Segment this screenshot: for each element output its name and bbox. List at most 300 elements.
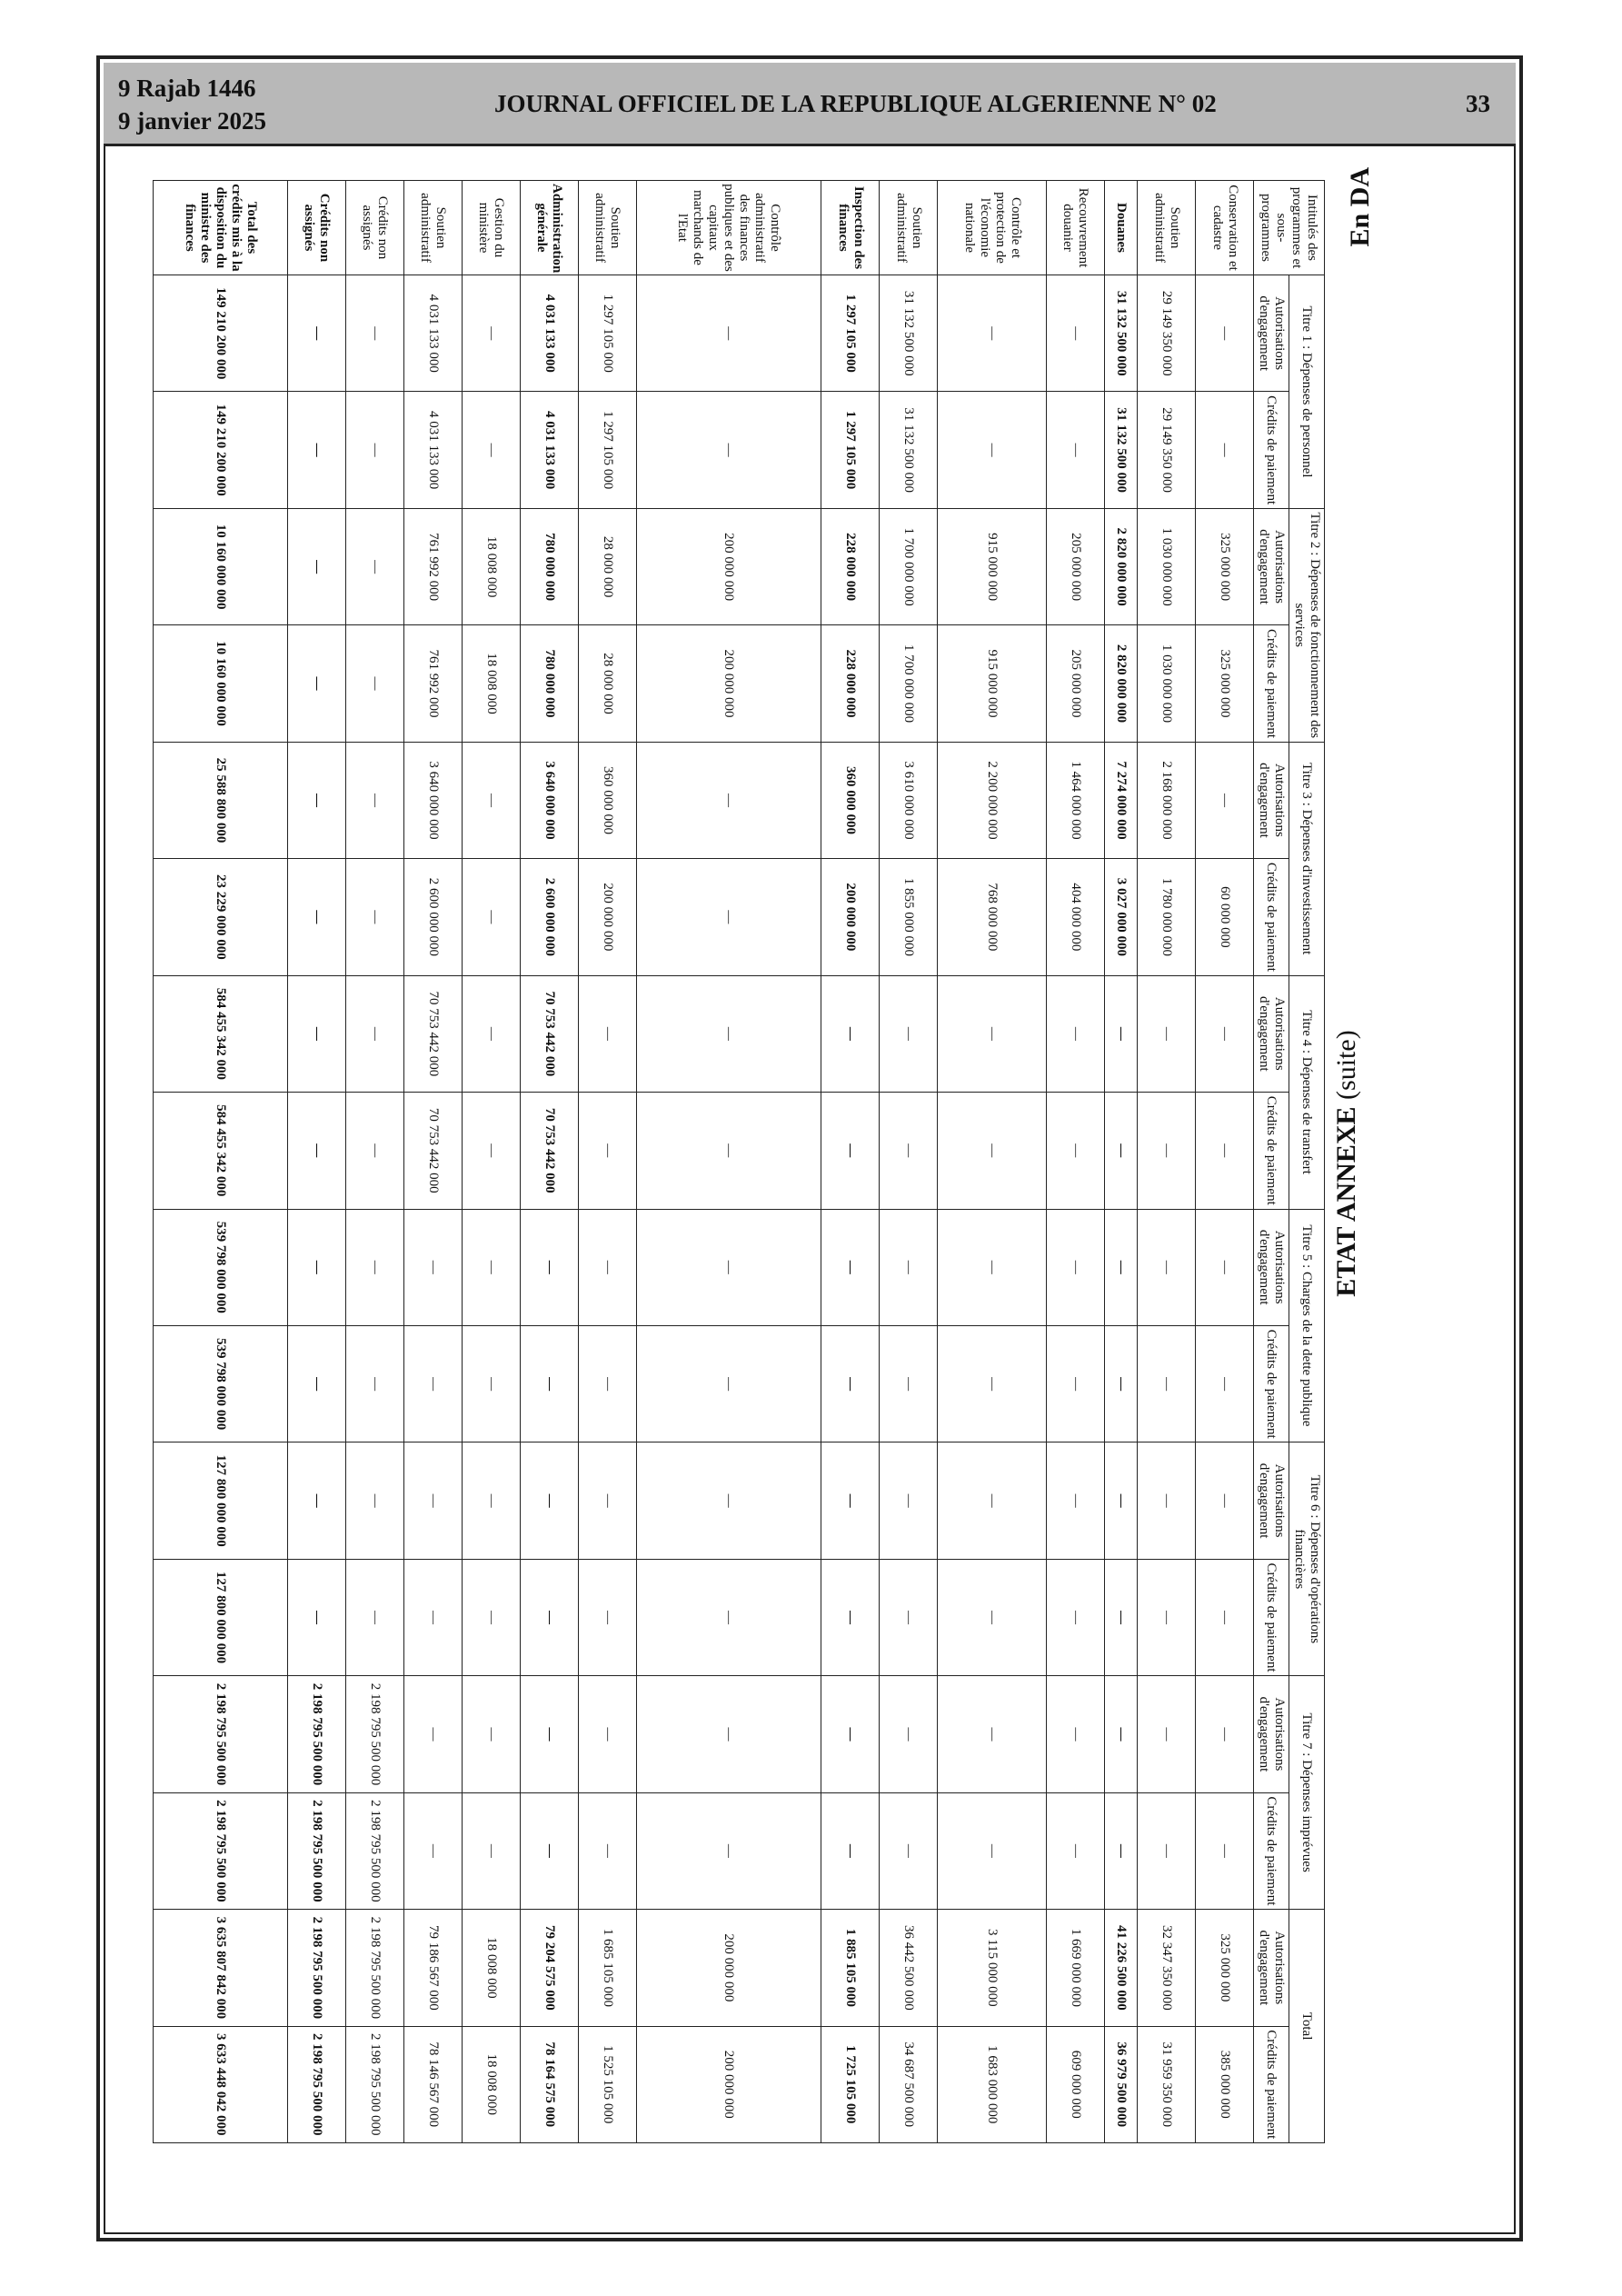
header-row-groups xyxy=(1289,181,1325,2143)
amount-cell: 1 669 000 000 xyxy=(1046,1910,1104,2026)
amount-cell: — xyxy=(578,1093,636,1209)
amount-cell: 1 464 000 000 xyxy=(1046,742,1104,858)
amount-cell: — xyxy=(578,1325,636,1442)
programme-label: Administration générale xyxy=(520,181,578,275)
amount-cell: — xyxy=(462,859,520,975)
amount-cell: 2 198 795 500 000 xyxy=(287,1910,345,2026)
amount-cell: 2 200 000 000 xyxy=(938,742,1047,858)
amount-cell: — xyxy=(938,1325,1047,1442)
amount-cell: — xyxy=(578,1559,636,1675)
amount-cell: 2 198 795 500 000 xyxy=(345,1676,403,1792)
programme-label: Total des crédits mis à la disposition du ministre des finances xyxy=(154,181,288,275)
amount-cell: — xyxy=(403,1559,462,1675)
amount-cell: 41 226 500 000 xyxy=(1104,1910,1137,2026)
amount-cell: — xyxy=(520,1792,578,1909)
autorisations-header: Autorisations d'engagement xyxy=(1254,1442,1289,1559)
amount-cell: — xyxy=(1046,1093,1104,1209)
amount-cell: — xyxy=(1196,1676,1254,1792)
amount-cell: 149 210 200 000 xyxy=(154,275,288,392)
amount-cell: — xyxy=(880,1676,938,1792)
amount-cell: — xyxy=(938,975,1047,1092)
amount-cell: — xyxy=(1138,1325,1196,1442)
amount-cell: 79 186 567 000 xyxy=(403,1910,462,2026)
programme-label: Douanes xyxy=(1104,181,1137,275)
autorisations-header: Autorisations d'engagement xyxy=(1254,1910,1289,2026)
amount-cell: — xyxy=(345,392,403,508)
amount-cell: — xyxy=(1104,1093,1137,1209)
amount-cell: — xyxy=(287,975,345,1092)
amount-cell: — xyxy=(462,392,520,508)
date-hijri: 9 Rajab 1446 xyxy=(118,75,256,102)
table-row xyxy=(578,181,636,2143)
table-row xyxy=(880,181,938,2143)
amount-cell: 1 700 000 000 xyxy=(880,625,938,742)
amount-cell: 915 000 000 xyxy=(938,625,1047,742)
annex-table xyxy=(153,180,1325,2143)
table-row xyxy=(403,181,462,2143)
programme-label: Soutien administratif xyxy=(880,181,938,275)
amount-cell: — xyxy=(1104,1325,1137,1442)
amount-cell: — xyxy=(938,1442,1047,1559)
amount-cell: — xyxy=(287,275,345,392)
amount-cell: 768 000 000 xyxy=(938,859,1047,975)
amount-cell: 360 000 000 xyxy=(578,742,636,858)
amount-cell: 761 992 000 xyxy=(403,508,462,624)
amount-cell: — xyxy=(520,1676,578,1792)
amount-cell: — xyxy=(345,275,403,392)
amount-cell: 205 000 000 xyxy=(1046,625,1104,742)
amount-cell: — xyxy=(821,1093,880,1209)
amount-cell: — xyxy=(287,1209,345,1325)
amount-cell: — xyxy=(1138,1442,1196,1559)
programme-column-header: Intitulés des programmes et sous-programmes xyxy=(1254,181,1325,275)
amount-cell: — xyxy=(287,742,345,858)
amount-cell: 127 800 000 000 xyxy=(154,1559,288,1675)
amount-cell: 200 000 000 xyxy=(636,2026,821,2142)
amount-cell: — xyxy=(578,975,636,1092)
amount-cell: — xyxy=(938,392,1047,508)
amount-cell: 761 992 000 xyxy=(403,625,462,742)
amount-cell: — xyxy=(1196,1442,1254,1559)
amount-cell: — xyxy=(462,275,520,392)
amount-cell: — xyxy=(1046,1676,1104,1792)
amount-cell: 539 798 000 000 xyxy=(154,1325,288,1442)
table-row xyxy=(636,181,821,2143)
table-row xyxy=(1104,181,1137,2143)
autorisations-header: Autorisations d'engagement xyxy=(1254,508,1289,624)
amount-cell: 1 855 000 000 xyxy=(880,859,938,975)
amount-cell: — xyxy=(462,1792,520,1909)
programme-label: Crédits non assignés xyxy=(287,181,345,275)
amount-cell: — xyxy=(636,859,821,975)
amount-cell: — xyxy=(636,392,821,508)
title-group-header: Titre 3 : Dépenses d'investissement xyxy=(1289,742,1325,975)
table-row xyxy=(287,181,345,2143)
amount-cell: 70 753 442 000 xyxy=(403,1093,462,1209)
credits-header: Crédits de paiement xyxy=(1254,1559,1289,1675)
amount-cell: 2 198 795 500 000 xyxy=(287,1792,345,1909)
amount-cell: — xyxy=(880,1325,938,1442)
amount-cell: — xyxy=(821,1676,880,1792)
amount-cell: 360 000 000 xyxy=(821,742,880,858)
amount-cell: — xyxy=(1104,1559,1137,1675)
amount-cell: — xyxy=(1196,1792,1254,1909)
amount-cell: — xyxy=(1046,275,1104,392)
amount-cell: — xyxy=(1196,275,1254,392)
annex-title xyxy=(1331,164,1362,2163)
table-row xyxy=(1138,181,1196,2143)
amount-cell: — xyxy=(462,1093,520,1209)
amount-cell: — xyxy=(578,1676,636,1792)
amount-cell: — xyxy=(287,1093,345,1209)
amount-cell: 200 000 000 xyxy=(636,1910,821,2026)
amount-cell: — xyxy=(636,1442,821,1559)
amount-cell: — xyxy=(1104,1442,1137,1559)
journal-title: JOURNAL OFFICIEL DE LA REPUBLIQUE ALGERIENNE N° 02 xyxy=(494,90,1217,117)
amount-cell: 32 347 350 000 xyxy=(1138,1910,1196,2026)
amount-cell: 7 274 000 000 xyxy=(1104,742,1137,858)
amount-cell: — xyxy=(462,1676,520,1792)
table-row xyxy=(938,181,1047,2143)
amount-cell: 3 633 448 042 000 xyxy=(154,2026,288,2142)
amount-cell: — xyxy=(1196,1559,1254,1675)
amount-cell: 1 700 000 000 xyxy=(880,508,938,624)
amount-cell: 200 000 000 xyxy=(578,859,636,975)
table-row xyxy=(462,181,520,2143)
annex-title-main: ETAT ANNEXE xyxy=(1331,1106,1361,1297)
amount-cell: — xyxy=(287,1442,345,1559)
amount-cell: 2 600 000 000 xyxy=(403,859,462,975)
amount-cell: 31 132 500 000 xyxy=(880,392,938,508)
amount-cell: 25 588 800 000 xyxy=(154,742,288,858)
amount-cell: 3 635 807 842 000 xyxy=(154,1910,288,2026)
amount-cell: — xyxy=(403,1792,462,1909)
amount-cell: — xyxy=(1104,1792,1137,1909)
amount-cell: — xyxy=(345,742,403,858)
amount-cell: — xyxy=(1196,742,1254,858)
amount-cell: — xyxy=(880,1559,938,1675)
amount-cell: — xyxy=(345,859,403,975)
programme-label: Contrôle administratif des finances publiques et des capitaux marchands de l'Etat xyxy=(636,181,821,275)
amount-cell: — xyxy=(462,1442,520,1559)
amount-cell: — xyxy=(636,1792,821,1909)
header-row-subcolumns xyxy=(1254,181,1289,2143)
amount-cell: — xyxy=(1138,1792,1196,1909)
table-row xyxy=(345,181,403,2143)
amount-cell: 205 000 000 xyxy=(1046,508,1104,624)
amount-cell: 4 031 133 000 xyxy=(403,275,462,392)
amount-cell: 18 008 000 xyxy=(462,508,520,624)
amount-cell: 60 000 000 xyxy=(1196,859,1254,975)
title-group-header: Titre 7 : Dépenses imprévues xyxy=(1289,1676,1325,1910)
amount-cell: 28 000 000 xyxy=(578,625,636,742)
amount-cell: 34 687 500 000 xyxy=(880,2026,938,2142)
amount-cell: 1 885 105 000 xyxy=(821,1910,880,2026)
amount-cell: 36 979 500 000 xyxy=(1104,2026,1137,2142)
amount-cell: 28 000 000 xyxy=(578,508,636,624)
amount-cell: 780 000 000 xyxy=(520,625,578,742)
amount-cell: 2 198 795 500 000 xyxy=(287,2026,345,2142)
amount-cell: — xyxy=(1046,1325,1104,1442)
amount-cell: — xyxy=(345,508,403,624)
amount-cell: 4 031 133 000 xyxy=(403,392,462,508)
amount-cell: — xyxy=(636,1093,821,1209)
amount-cell: — xyxy=(287,392,345,508)
amount-cell: 70 753 442 000 xyxy=(403,975,462,1092)
amount-cell: 1 525 105 000 xyxy=(578,2026,636,2142)
amount-cell: — xyxy=(578,1209,636,1325)
amount-cell: — xyxy=(821,1792,880,1909)
programme-label: Gestion du ministère xyxy=(462,181,520,275)
amount-cell: — xyxy=(1138,1676,1196,1792)
amount-cell: — xyxy=(880,1442,938,1559)
credits-header: Crédits de paiement xyxy=(1254,392,1289,508)
amount-cell: — xyxy=(880,975,938,1092)
journal-header xyxy=(104,63,1516,146)
amount-cell: 2 198 795 500 000 xyxy=(154,1676,288,1792)
amount-cell: 1 297 105 000 xyxy=(821,392,880,508)
amount-cell: — xyxy=(636,742,821,858)
amount-cell: — xyxy=(938,1792,1047,1909)
amount-cell: 325 000 000 xyxy=(1196,1910,1254,2026)
autorisations-header: Autorisations d'engagement xyxy=(1254,1676,1289,1792)
amount-cell: 2 198 795 500 000 xyxy=(287,1676,345,1792)
amount-cell: 18 008 000 xyxy=(462,2026,520,2142)
autorisations-header: Autorisations d'engagement xyxy=(1254,275,1289,392)
amount-cell: 10 160 000 000 xyxy=(154,508,288,624)
amount-cell: 584 455 342 000 xyxy=(154,1093,288,1209)
amount-cell: — xyxy=(345,625,403,742)
table-row xyxy=(520,181,578,2143)
amount-cell: — xyxy=(1138,1093,1196,1209)
amount-cell: — xyxy=(636,275,821,392)
amount-cell: — xyxy=(462,1325,520,1442)
amount-cell: 915 000 000 xyxy=(938,508,1047,624)
amount-cell: 3 610 000 000 xyxy=(880,742,938,858)
amount-cell: 10 160 000 000 xyxy=(154,625,288,742)
amount-cell: 2 820 000 000 xyxy=(1104,625,1137,742)
amount-cell: 2 820 000 000 xyxy=(1104,508,1137,624)
amount-cell: 539 798 000 000 xyxy=(154,1209,288,1325)
amount-cell: 3 640 000 000 xyxy=(403,742,462,858)
amount-cell: — xyxy=(403,1325,462,1442)
amount-cell: — xyxy=(880,1209,938,1325)
amount-cell: — xyxy=(636,1209,821,1325)
amount-cell: 228 000 000 xyxy=(821,625,880,742)
amount-cell: 385 000 000 xyxy=(1196,2026,1254,2142)
amount-cell: — xyxy=(462,742,520,858)
amount-cell: — xyxy=(1046,1792,1104,1909)
amount-cell: 1 685 105 000 xyxy=(578,1910,636,2026)
amount-cell: — xyxy=(1046,1209,1104,1325)
amount-cell: — xyxy=(578,1442,636,1559)
autorisations-header: Autorisations d'engagement xyxy=(1254,742,1289,858)
autorisations-header: Autorisations d'engagement xyxy=(1254,975,1289,1092)
amount-cell: 4 031 133 000 xyxy=(520,275,578,392)
amount-cell: — xyxy=(636,1676,821,1792)
amount-cell: 325 000 000 xyxy=(1196,508,1254,624)
credits-header: Crédits de paiement xyxy=(1254,2026,1289,2142)
amount-cell: — xyxy=(345,975,403,1092)
annex-table-body xyxy=(154,181,1254,2143)
table-row xyxy=(821,181,880,2143)
amount-cell: 1 683 000 000 xyxy=(938,2026,1047,2142)
amount-cell: 23 229 000 000 xyxy=(154,859,288,975)
amount-cell: 127 800 000 000 xyxy=(154,1442,288,1559)
table-row xyxy=(1196,181,1254,2143)
amount-cell: — xyxy=(403,1209,462,1325)
amount-cell: — xyxy=(938,1209,1047,1325)
amount-cell: 200 000 000 xyxy=(636,625,821,742)
amount-cell: — xyxy=(462,1559,520,1675)
amount-cell: — xyxy=(520,1559,578,1675)
amount-cell: — xyxy=(636,1559,821,1675)
credits-header: Crédits de paiement xyxy=(1254,1325,1289,1442)
amount-cell: 1 030 000 000 xyxy=(1138,508,1196,624)
amount-cell: — xyxy=(462,1209,520,1325)
amount-cell: 2 198 795 500 000 xyxy=(345,1910,403,2026)
amount-cell: — xyxy=(636,975,821,1092)
title-group-header: Titre 4 : Dépenses de transfert xyxy=(1289,975,1325,1209)
amount-cell: — xyxy=(287,625,345,742)
programme-label: Contrôle et protection de l'économie nationale xyxy=(938,181,1047,275)
amount-cell: — xyxy=(1138,975,1196,1092)
amount-cell: 149 210 200 000 xyxy=(154,392,288,508)
amount-cell: — xyxy=(287,859,345,975)
autorisations-header: Autorisations d'engagement xyxy=(1254,1209,1289,1325)
amount-cell: — xyxy=(1196,1325,1254,1442)
amount-cell: — xyxy=(821,1559,880,1675)
amount-cell: 70 753 442 000 xyxy=(520,975,578,1092)
amount-cell: 18 008 000 xyxy=(462,625,520,742)
programme-label: Conservation et cadastre xyxy=(1196,181,1254,275)
amount-cell: — xyxy=(287,1325,345,1442)
amount-cell: 1 297 105 000 xyxy=(821,275,880,392)
amount-cell: — xyxy=(821,1325,880,1442)
amount-cell: — xyxy=(1046,1559,1104,1675)
programme-label: Soutien administratif xyxy=(1138,181,1196,275)
amount-cell: 609 000 000 xyxy=(1046,2026,1104,2142)
amount-cell: — xyxy=(345,1559,403,1675)
title-group-header: Total xyxy=(1289,1910,1325,2143)
amount-cell: 1 780 000 000 xyxy=(1138,859,1196,975)
amount-cell: 3 115 000 000 xyxy=(938,1910,1047,2026)
amount-cell: — xyxy=(345,1093,403,1209)
amount-cell: 200 000 000 xyxy=(821,859,880,975)
credits-header: Crédits de paiement xyxy=(1254,859,1289,975)
amount-cell: 584 455 342 000 xyxy=(154,975,288,1092)
amount-cell: — xyxy=(345,1442,403,1559)
amount-cell: 31 132 500 000 xyxy=(1104,275,1137,392)
amount-cell: — xyxy=(821,1209,880,1325)
amount-cell: 325 000 000 xyxy=(1196,625,1254,742)
title-group-header: Titre 1 : Dépenses de personnel xyxy=(1289,275,1325,509)
amount-cell: — xyxy=(520,1442,578,1559)
amount-cell: 1 297 105 000 xyxy=(578,392,636,508)
amount-cell: 404 000 000 xyxy=(1046,859,1104,975)
amount-cell: 780 000 000 xyxy=(520,508,578,624)
amount-cell: — xyxy=(821,1442,880,1559)
amount-cell: — xyxy=(821,975,880,1092)
date-gregorian: 9 janvier 2025 xyxy=(118,107,266,135)
amount-cell: — xyxy=(578,1792,636,1909)
amount-cell: — xyxy=(1046,975,1104,1092)
amount-cell: — xyxy=(1138,1559,1196,1675)
amount-cell: — xyxy=(1196,1209,1254,1325)
programme-label: Crédits non assignés xyxy=(345,181,403,275)
programme-label: Inspection des finances xyxy=(821,181,880,275)
amount-cell: — xyxy=(520,1209,578,1325)
amount-cell: 3 640 000 000 xyxy=(520,742,578,858)
credits-header: Crédits de paiement xyxy=(1254,1093,1289,1209)
amount-cell: 78 146 567 000 xyxy=(403,2026,462,2142)
header-dates xyxy=(118,72,266,137)
programme-label: Soutien administratif xyxy=(578,181,636,275)
amount-cell: — xyxy=(938,1676,1047,1792)
amount-cell: — xyxy=(1046,1442,1104,1559)
amount-cell: — xyxy=(1104,1676,1137,1792)
amount-cell: — xyxy=(1046,392,1104,508)
amount-cell: 1 030 000 000 xyxy=(1138,625,1196,742)
amount-cell: 31 959 350 000 xyxy=(1138,2026,1196,2142)
amount-cell: — xyxy=(345,1325,403,1442)
amount-cell: 29 149 350 000 xyxy=(1138,275,1196,392)
amount-cell: — xyxy=(880,1093,938,1209)
amount-cell: — xyxy=(880,1792,938,1909)
amount-cell: 2 198 795 500 000 xyxy=(345,1792,403,1909)
credits-header: Crédits de paiement xyxy=(1254,625,1289,742)
amount-cell: 2 198 795 500 000 xyxy=(345,2026,403,2142)
amount-cell: — xyxy=(1104,975,1137,1092)
amount-cell: — xyxy=(938,275,1047,392)
title-group-header: Titre 5 : Charges de la dette publique xyxy=(1289,1209,1325,1442)
annex-title-suffix: (suite) xyxy=(1331,1030,1361,1100)
amount-cell: — xyxy=(462,975,520,1092)
page-number: 33 xyxy=(1466,90,1490,117)
amount-cell: 18 008 000 xyxy=(462,1910,520,2026)
amount-cell: 1 725 105 000 xyxy=(821,2026,880,2142)
amount-cell: 2 198 795 500 000 xyxy=(154,1792,288,1909)
amount-cell: — xyxy=(1104,1209,1137,1325)
amount-cell: — xyxy=(1196,1093,1254,1209)
credits-header: Crédits de paiement xyxy=(1254,1792,1289,1909)
amount-cell: 29 149 350 000 xyxy=(1138,392,1196,508)
amount-cell: — xyxy=(636,1325,821,1442)
amount-cell: 31 132 500 000 xyxy=(1104,392,1137,508)
amount-cell: 4 031 133 000 xyxy=(520,392,578,508)
amount-cell: 31 132 500 000 xyxy=(880,275,938,392)
amount-cell: — xyxy=(520,1325,578,1442)
amount-cell: — xyxy=(403,1442,462,1559)
amount-cell: 3 027 000 000 xyxy=(1104,859,1137,975)
amount-cell: — xyxy=(1196,392,1254,508)
amount-cell: — xyxy=(1138,1209,1196,1325)
amount-cell: 228 000 000 xyxy=(821,508,880,624)
amount-cell: — xyxy=(1196,975,1254,1092)
title-group-header: Titre 6 : Dépenses d'opérations financières xyxy=(1289,1442,1325,1676)
amount-cell: 78 164 575 000 xyxy=(520,2026,578,2142)
annex-table-header xyxy=(1254,181,1325,2143)
amount-cell: 200 000 000 xyxy=(636,508,821,624)
title-group-header: Titre 2 : Dépenses de fonctionnement des services xyxy=(1289,508,1325,742)
currency-unit: En DA xyxy=(1345,167,1375,247)
amount-cell: — xyxy=(287,508,345,624)
programme-label: Soutien administratif xyxy=(403,181,462,275)
amount-cell: — xyxy=(938,1093,1047,1209)
programme-label: Recouvrement douanier xyxy=(1046,181,1104,275)
table-row xyxy=(1046,181,1104,2143)
amount-cell: 79 204 575 000 xyxy=(520,1910,578,2026)
